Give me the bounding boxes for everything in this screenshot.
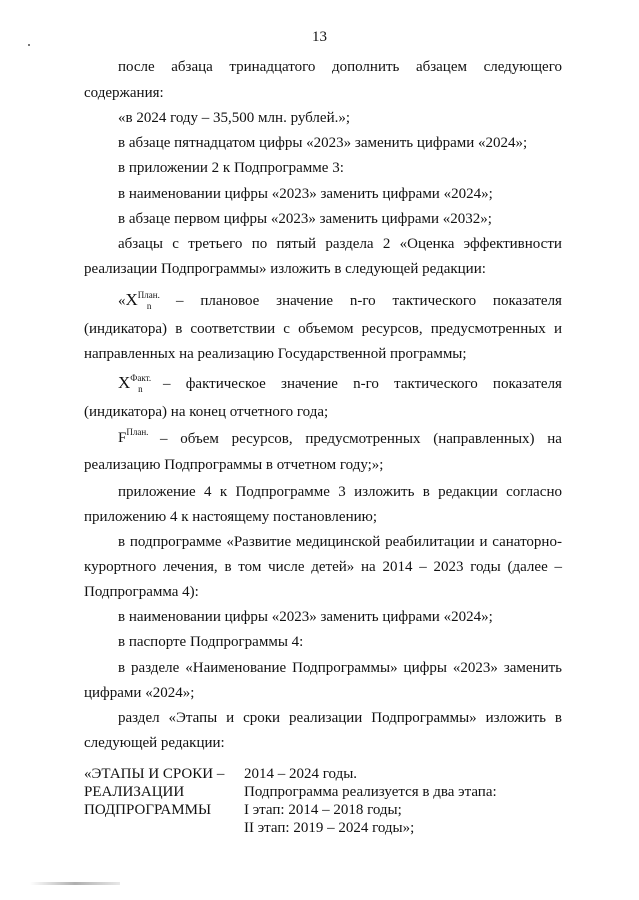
word: – — [163, 376, 171, 392]
word: и — [553, 321, 562, 337]
word: в — [224, 559, 232, 575]
word: в — [554, 710, 562, 726]
formula-1-line-3: направленных на реализацию Государственной программы; — [84, 346, 467, 362]
paragraph-2: «в 2024 году – 35,500 млн. рублей.»; — [118, 110, 351, 126]
paragraph-13-line-2: следующей редакции: — [84, 735, 225, 751]
word: объемом — [298, 321, 354, 337]
word: реализации — [289, 710, 363, 726]
formula-1-line-2 — [84, 320, 562, 339]
formula-2-superscript: Факт. — [130, 373, 152, 383]
formula-1-x: X — [125, 290, 138, 309]
word: «2023» — [452, 660, 498, 676]
word: – — [160, 431, 168, 447]
word: n-го — [349, 293, 376, 309]
paragraph-3: в абзаце пятнадцатом цифры «2023» заменить цифрами «2024»; — [118, 135, 528, 151]
word: 4 — [204, 484, 212, 500]
word: курортного — [84, 559, 157, 575]
word: по — [251, 236, 268, 252]
word: предусмотренных — [305, 431, 421, 447]
word: ресурсов, — [231, 431, 293, 447]
word: редакции — [438, 484, 498, 500]
paragraph-12-line-1 — [118, 659, 562, 678]
word: и — [226, 710, 235, 726]
word: разделе — [131, 660, 180, 676]
paragraph-10: в наименовании цифры «2023» заменить цифрами «2024»; — [118, 609, 493, 625]
word: n-го — [353, 376, 379, 392]
formula-1-line-1 — [176, 292, 562, 311]
word: следующего — [483, 59, 562, 75]
word: 2 — [382, 236, 391, 252]
word: ресурсов, — [361, 321, 423, 337]
word: подпрограмме — [129, 534, 222, 550]
word: – — [419, 559, 427, 575]
paragraph-1-line-1 — [118, 58, 562, 77]
word: санаторно- — [492, 534, 562, 550]
word: раздел — [118, 710, 160, 726]
word: (далее — [507, 559, 548, 575]
paragraph-6: в абзаце первом цифры «2023» заменить цифрами «2032»; — [118, 211, 492, 227]
paragraph-5: в наименовании цифры «2023» заменить цифрами «2024»; — [118, 186, 493, 202]
table-right-line-3: I этап: 2014 – 2018 годы; — [244, 802, 402, 818]
word: плановое — [200, 293, 260, 309]
scan-artifact-smudge — [30, 882, 120, 885]
word: фактическое — [185, 376, 266, 392]
paragraph-11: в паспорте Подпрограммы 4: — [118, 634, 304, 650]
word: на — [547, 431, 562, 447]
formula-1-superscript: План. — [137, 290, 160, 300]
formula-3-f: F — [118, 430, 127, 446]
word: «Этапы — [168, 710, 218, 726]
word: в — [175, 321, 183, 337]
formula-3-line-2: реализацию Подпрограммы в отчетном году;»; — [84, 457, 384, 473]
table-left-line-1: «ЭТАПЫ И СРОКИ – — [84, 766, 225, 782]
page-number: 13 — [312, 29, 327, 45]
word: согласно — [506, 484, 562, 500]
word: после — [118, 59, 155, 75]
word: с — [172, 236, 179, 252]
word: изложить — [485, 710, 546, 726]
paragraph-9-line-1 — [118, 533, 562, 552]
word: тактического — [394, 376, 478, 392]
table-left-line-2: РЕАЛИЗАЦИИ — [84, 784, 185, 800]
formula-2-x: X — [118, 373, 131, 392]
word: цифры — [403, 660, 447, 676]
word: пятый — [276, 236, 317, 252]
word: объем — [180, 431, 219, 447]
word: абзацы — [118, 236, 163, 252]
word: Подпрограмме — [235, 484, 330, 500]
word: с — [283, 321, 290, 337]
table-left-line-3: ПОДПРОГРАММЫ — [84, 802, 212, 818]
table-right-line-1: 2014 – 2024 годы. — [244, 766, 358, 782]
word: «Наименование — [185, 660, 287, 676]
word: третьего — [188, 236, 243, 252]
word: детей» — [311, 559, 355, 575]
formula-2-line-1 — [163, 375, 562, 394]
word: значение — [281, 376, 338, 392]
word: – — [554, 559, 562, 575]
word: предусмотренных — [430, 321, 546, 337]
paragraph-9-line-2 — [84, 558, 562, 577]
formula-2-line-2: (индикатора) на конец отчетного года; — [84, 404, 329, 420]
table-right-line-2: Подпрограмма реализуется в два этапа: — [244, 784, 497, 800]
word: реабилитации — [385, 534, 475, 550]
formula-1-subscript: n — [146, 301, 152, 311]
formula-1-quote: « — [118, 293, 126, 309]
word: тринадцатого — [229, 59, 316, 75]
word: 2014 — [382, 559, 413, 575]
paragraph-9-line-3: Подпрограмма 4): — [84, 584, 199, 600]
formula-3-superscript: План. — [126, 427, 149, 437]
word: абзацем — [415, 59, 467, 75]
paragraph-12-line-2: цифрами «2024»; — [84, 685, 195, 701]
paragraph-7-line-1 — [118, 235, 562, 254]
word: числе — [268, 559, 305, 575]
word: абзаца — [171, 59, 213, 75]
word: показателя — [492, 376, 562, 392]
word: заменить — [503, 660, 562, 676]
word: дополнить — [331, 59, 400, 75]
word: сроки — [243, 710, 281, 726]
word: показателя — [492, 293, 562, 309]
word: раздела — [325, 236, 374, 252]
word: к — [219, 484, 228, 500]
word: соответствии — [190, 321, 276, 337]
paragraph-13-line-1 — [118, 709, 562, 728]
word: в — [118, 660, 126, 676]
word: (индикатора) — [84, 321, 168, 337]
word: Подпрограммы» — [292, 660, 398, 676]
word: на — [361, 559, 376, 575]
formula-3-line-1 — [160, 430, 562, 449]
paragraph-8-line-1 — [118, 483, 562, 502]
word: изложить — [354, 484, 415, 500]
word: том — [238, 559, 262, 575]
word: Подпрограммы» — [371, 710, 477, 726]
word: 3 — [338, 484, 346, 500]
word: медицинской — [295, 534, 381, 550]
word: и — [479, 534, 488, 550]
word: «Оценка — [399, 236, 455, 252]
word: в — [118, 534, 126, 550]
table-right-line-4: II этап: 2019 – 2024 годы»; — [244, 820, 415, 836]
word: лечения, — [163, 559, 218, 575]
word: годы — [470, 559, 501, 575]
word: значение — [276, 293, 334, 309]
word: – — [176, 293, 184, 309]
word: 2023 — [433, 559, 464, 575]
word: тактического — [392, 293, 477, 309]
paragraph-8-line-2: приложению 4 к настоящему постановлению; — [84, 509, 377, 525]
formula-2-subscript: n — [138, 384, 143, 394]
paragraph-1-line-2: содержания: — [84, 85, 164, 101]
paragraph-4: в приложении 2 к Подпрограмме 3: — [118, 160, 344, 176]
paragraph-7-line-2: реализации Подпрограммы» изложить в следующей редакции: — [84, 261, 486, 277]
word: в — [422, 484, 430, 500]
word: (направленных) — [433, 431, 535, 447]
word: «Развитие — [226, 534, 292, 550]
word: приложение — [118, 484, 196, 500]
word: эффективности — [463, 236, 562, 252]
